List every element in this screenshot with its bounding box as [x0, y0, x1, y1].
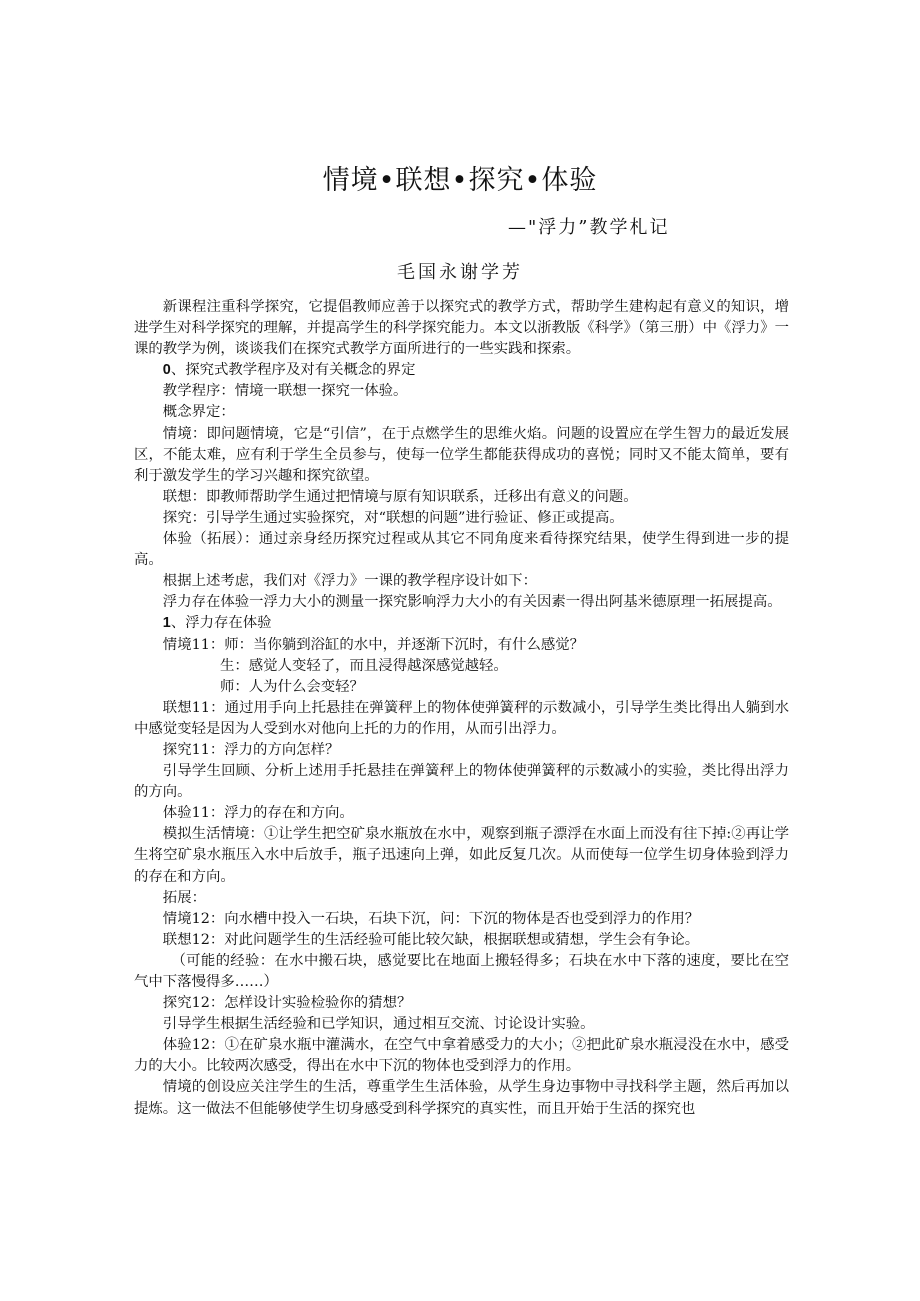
section-0-heading: [134, 360, 789, 381]
closing-paragraph: 情境的创设应关注学生的生活，尊重学生生活体验，从学生身边事物中寻找科学主题，然后再加以提炼。这一做法不但能够使学生切身感受到科学探究的真实性，而且开始于生活的探究也: [134, 1079, 789, 1117]
association-11: 联想11：通过用手向上托悬挂在弹簧秤上的物体使弹簧秤的示数减小，引导学生类比得出人躺到水中感觉变轻是因为人受到水对他向上托的力的作用，从而引出浮力。: [134, 699, 789, 737]
design-intro: 根据上述考虑，我们对《浮力》一课的教学程序设计如下：: [162, 573, 537, 590]
intro-paragraph: 新课程注重科学探究，它提倡教师应善于以探究式的教学方式，帮助学生建构起有意义的知识，增进学生对科学探究的理解，并提高学生的科学探究能力。本文以浙教版《科学》（第三册）中《浮力》一课的教学为例，谈谈我们在探究式教学方面所进行的一些实践和探索。: [134, 299, 789, 358]
situation-11-student: 生：感觉人变轻了，而且浸得越深感觉越轻。: [220, 657, 508, 674]
section-1-number: 1: [162, 615, 171, 632]
article-title: 情境•联想•探究•体验: [322, 165, 598, 196]
inquiry-11-detail: 引导学生回顾、分析上述用手托悬挂在弹簧秤上的物体使弹簧秤的示数减小的实验，类比得出浮力的方向。: [134, 763, 789, 801]
experience-11: 体验11：浮力的存在和方向。: [162, 805, 354, 822]
situation-11: 情境11：师：当你躺到浴缸的水中，并逐渐下沉时，有什么感觉？: [162, 636, 585, 653]
concept-label: 概念界定：: [162, 404, 235, 421]
section-0-title: 、探究式教学程序及对有关概念的界定: [170, 362, 416, 379]
definition-situation: 情境：即问题情境，它是“引信”，在于点燃学生的思维火焰。问题的设置应在学生智力的最近发展区，不能太难，应有利于学生全员参与，使每一位学生都能获得成功的喜悦；同时又不能太简单，要有利于激发学生的学习兴趣和探究欲望。: [134, 425, 789, 484]
inquiry-12: 探究12：怎样设计实验检验你的猜想？: [162, 995, 412, 1012]
teaching-program: 教学程序：情境一联想一探究一体验。: [162, 383, 408, 400]
possible-experience: （可能的经验：在水中搬石块，感觉要比在地面上搬轻得多；石块在水中下落的速度，要比在空气中下落慢得多……）: [134, 952, 789, 990]
article-authors: 毛国永谢学芳: [397, 262, 523, 283]
association-12: 联想12：对此问题学生的生活经验可能比较欠缺，根据联想或猜想，学生会有争论。: [162, 931, 700, 948]
inquiry-12-detail: 引导学生根据生活经验和已学知识，通过相互交流、讨论设计实验。: [162, 1016, 595, 1033]
situation-12: 情境12：向水槽中投入一石块，石块下沉，问：下沉的物体是否也受到浮力的作用？: [162, 910, 700, 927]
design-flow: 浮力存在体验一浮力大小的测量一探究影响浮力大小的有关因素一得出阿基米德原理一拓展提高。: [162, 594, 782, 611]
definition-inquiry: 探究：引导学生通过实验探究，对“联想的问题”进行验证、修正或提高。: [162, 509, 624, 526]
section-1-title: 、浮力存在体验: [170, 615, 272, 632]
extension-label: 拓展：: [162, 889, 206, 906]
simulated-scenario: 模拟生活情境：①让学生把空矿泉水瓶放在水中，观察到瓶子漂浮在水面上而没有往下掉:②再让学生将空矿泉水瓶压入水中后放手，瓶子迅速向上弹，如此反复几次。从而使每一位学生切身体验到浮力的存在和方向。: [134, 826, 789, 885]
situation-11-teacher: 师：人为什么会变轻？: [220, 678, 364, 695]
section-1-heading: [134, 613, 789, 634]
definition-association: 联想：即教师帮助学生通过把情境与原有知识联系，迁移出有意义的问题。: [162, 488, 638, 505]
experience-12: 体验12：①在矿泉水瓶中灌满水，在空气中拿着感受力的大小；②把此矿泉水瓶浸没在水中，感受力的大小。比较两次感受，得出在水中下沉的物体也受到浮力的作用。: [134, 1037, 789, 1075]
definition-experience: 体验（拓展）：通过亲身经历探究过程或从其它不同角度来看待探究结果，使学生得到进一步的提高。: [134, 531, 789, 569]
inquiry-11: 探究11：浮力的方向怎样？: [162, 741, 340, 758]
article-subtitle: —"浮力”教学札记: [508, 217, 670, 238]
section-0-number: 0: [162, 362, 171, 379]
article-body: [134, 297, 789, 1120]
